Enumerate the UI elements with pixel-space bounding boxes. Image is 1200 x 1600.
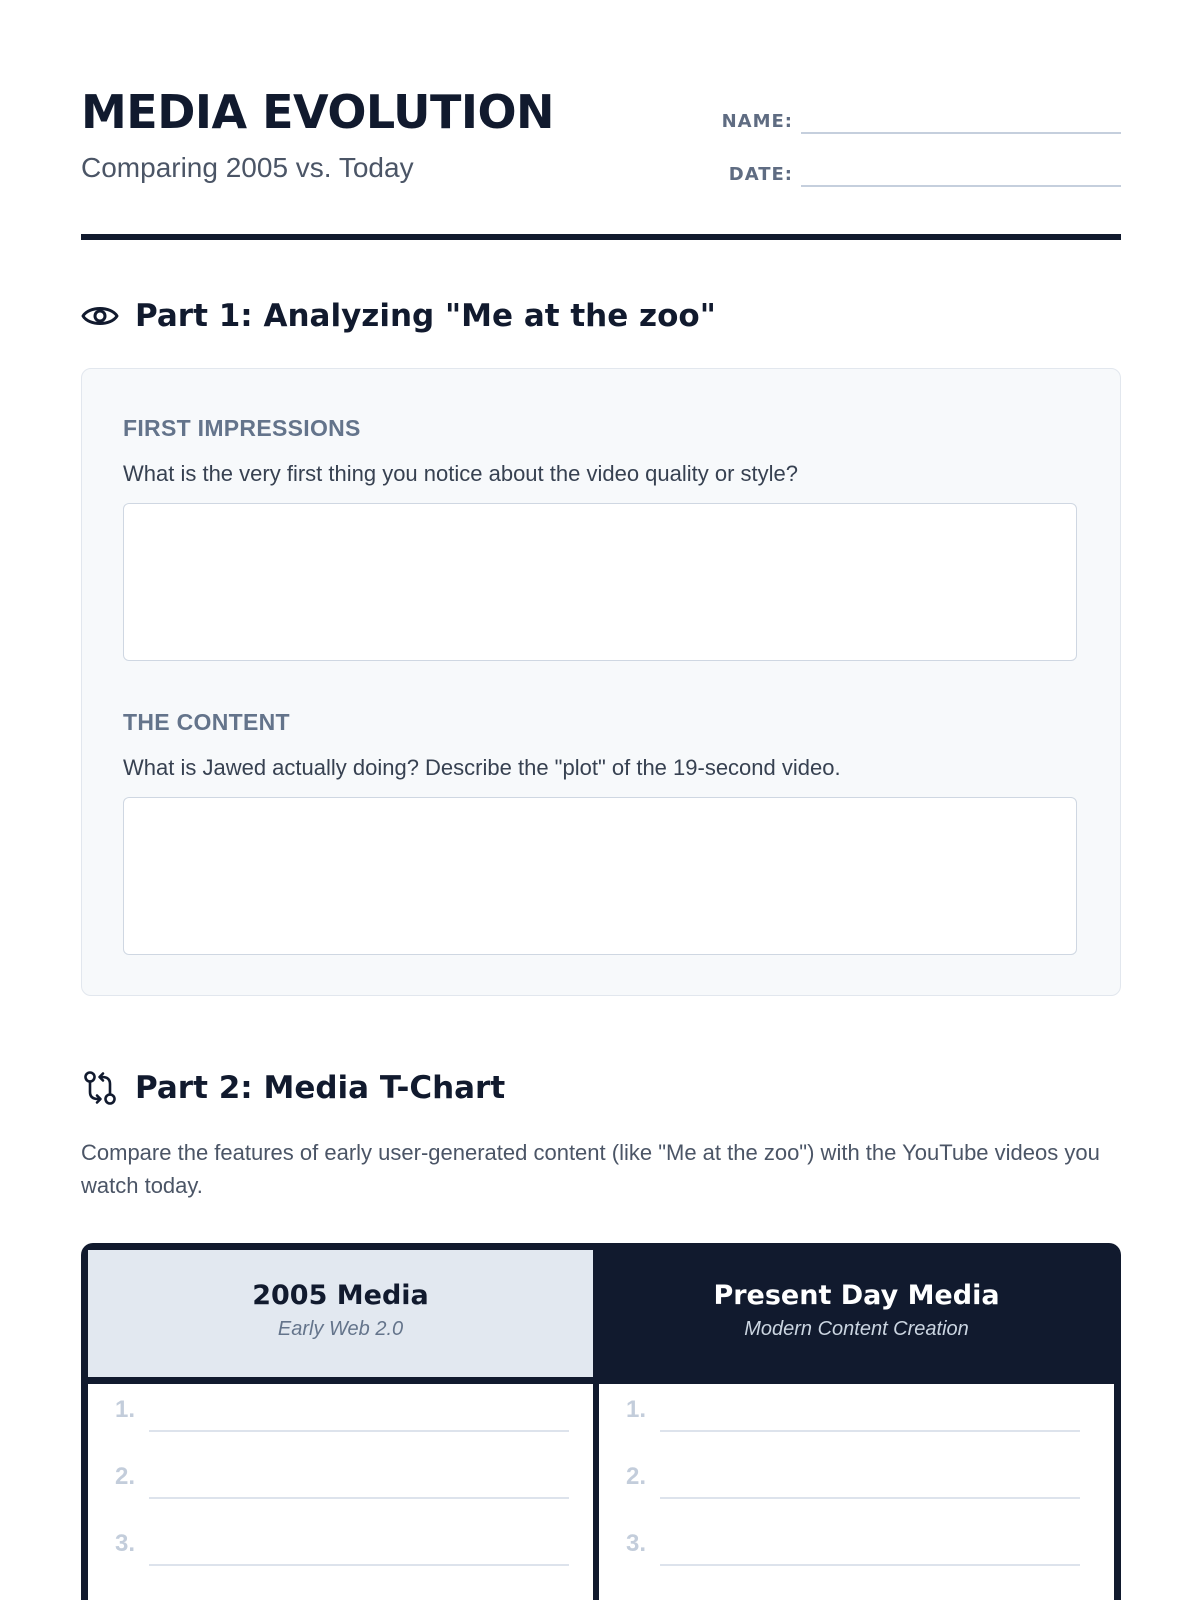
part2-title: Part 2: Media T-Chart	[135, 1070, 506, 1106]
tchart-column-2005	[88, 1384, 593, 1600]
item-number: 3.	[626, 1530, 647, 1557]
item-number: 2.	[115, 1463, 136, 1490]
tchart-column-present	[599, 1384, 1114, 1600]
question-prompt: What is the very first thing you notice about the video quality or style?	[123, 461, 799, 486]
name-label: NAME:	[721, 111, 793, 132]
t-chart	[81, 1243, 1121, 1600]
part2-heading	[81, 1068, 505, 1108]
worksheet-header	[81, 86, 1121, 186]
answer-line[interactable]	[660, 1430, 1080, 1432]
page-subtitle: Comparing 2005 vs. Today	[81, 152, 414, 183]
item-number: 1.	[626, 1396, 647, 1423]
item-number: 3.	[115, 1530, 136, 1557]
date-label: DATE:	[728, 164, 793, 185]
part1-heading	[81, 296, 716, 336]
tchart-header-present	[599, 1250, 1114, 1377]
part2-instructions: Compare the features of early user-generated content (like "Me at the zoo") with the YouTube videos you watch today.	[81, 1140, 1100, 1198]
column-title: 2005 Media	[252, 1280, 429, 1311]
part1-title: Part 1: Analyzing "Me at the zoo"	[135, 298, 716, 334]
git-compare-icon	[81, 1069, 119, 1107]
first-impressions-answer-box[interactable]	[123, 503, 1077, 661]
tchart-header-2005	[88, 1250, 593, 1377]
answer-line[interactable]	[660, 1497, 1080, 1499]
question-label: FIRST IMPRESSIONS	[123, 415, 361, 441]
answer-line[interactable]	[149, 1564, 569, 1566]
part1-panel	[81, 368, 1121, 996]
question-prompt: What is Jawed actually doing? Describe the "plot" of the 19-second video.	[123, 755, 841, 780]
header-divider	[81, 234, 1121, 240]
page-title: MEDIA EVOLUTION	[81, 85, 555, 139]
name-line[interactable]	[801, 132, 1121, 134]
answer-line[interactable]	[149, 1430, 569, 1432]
date-line[interactable]	[801, 185, 1121, 187]
item-number: 2.	[626, 1463, 647, 1490]
name-field[interactable]	[721, 110, 1121, 134]
answer-line[interactable]	[660, 1564, 1080, 1566]
column-subtitle: Early Web 2.0	[277, 1318, 404, 1340]
question-label: THE CONTENT	[123, 709, 290, 735]
item-number: 1.	[115, 1396, 136, 1423]
column-title: Present Day Media	[713, 1280, 1000, 1311]
date-field[interactable]	[721, 163, 1121, 187]
answer-line[interactable]	[149, 1497, 569, 1499]
column-subtitle: Modern Content Creation	[744, 1318, 969, 1340]
content-answer-box[interactable]	[123, 797, 1077, 955]
eye-icon	[81, 297, 119, 335]
